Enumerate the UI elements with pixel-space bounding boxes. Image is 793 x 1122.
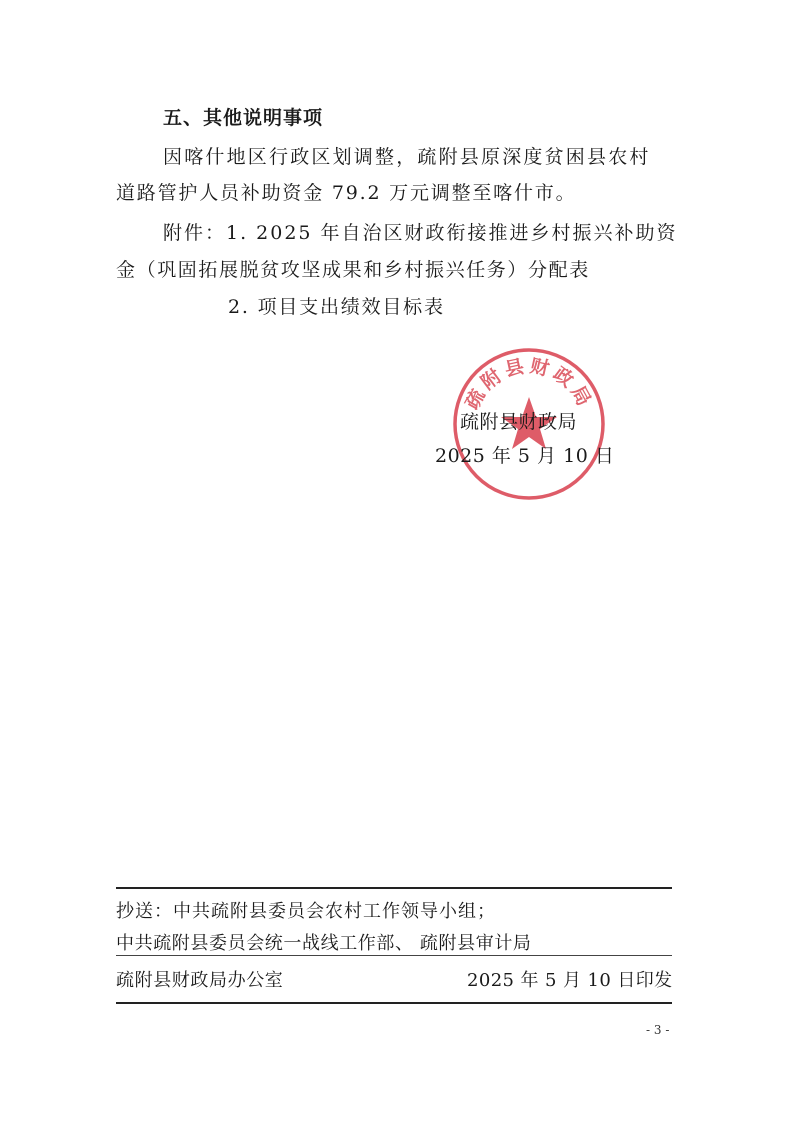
attachment-item-2: 2. 项目支出绩效目标表	[228, 296, 445, 318]
signature-date: 2025 年 5 月 10 日	[435, 445, 615, 467]
footer-top-rule	[116, 887, 672, 889]
cc-line-1: 抄送：中共疏附县委员会农村工作领导小组；	[116, 901, 496, 922]
paragraph-1-line-2: 道路管护人员补助资金 79.2 万元调整至喀什市。	[116, 182, 577, 204]
cc-line-2: 中共疏附县委员会统一战线工作部、 疏附县审计局	[116, 933, 532, 954]
paragraph-1-line-1: 因喀什地区行政区划调整，疏附县原深度贫困县农村	[163, 146, 651, 168]
footer-bottom-rule	[116, 1002, 672, 1004]
signature-organization: 疏附县财政局	[460, 411, 578, 433]
footer-middle-rule	[116, 955, 672, 956]
attachment-line-1: 附件：1. 2025 年自治区财政衔接推进乡村振兴补助资	[163, 222, 678, 244]
page-number: - 3 -	[646, 1023, 670, 1037]
section-heading: 五、其他说明事项	[163, 107, 324, 129]
svg-text:疏附县财政局: 疏附县财政局	[461, 354, 597, 414]
issue-date: 2025 年 5 月 10 日印发	[467, 970, 673, 991]
attachment-line-2: 金（巩固拓展脱贫攻坚成果和乡村振兴任务）分配表	[116, 259, 590, 281]
issuer: 疏附县财政局办公室	[116, 970, 284, 991]
